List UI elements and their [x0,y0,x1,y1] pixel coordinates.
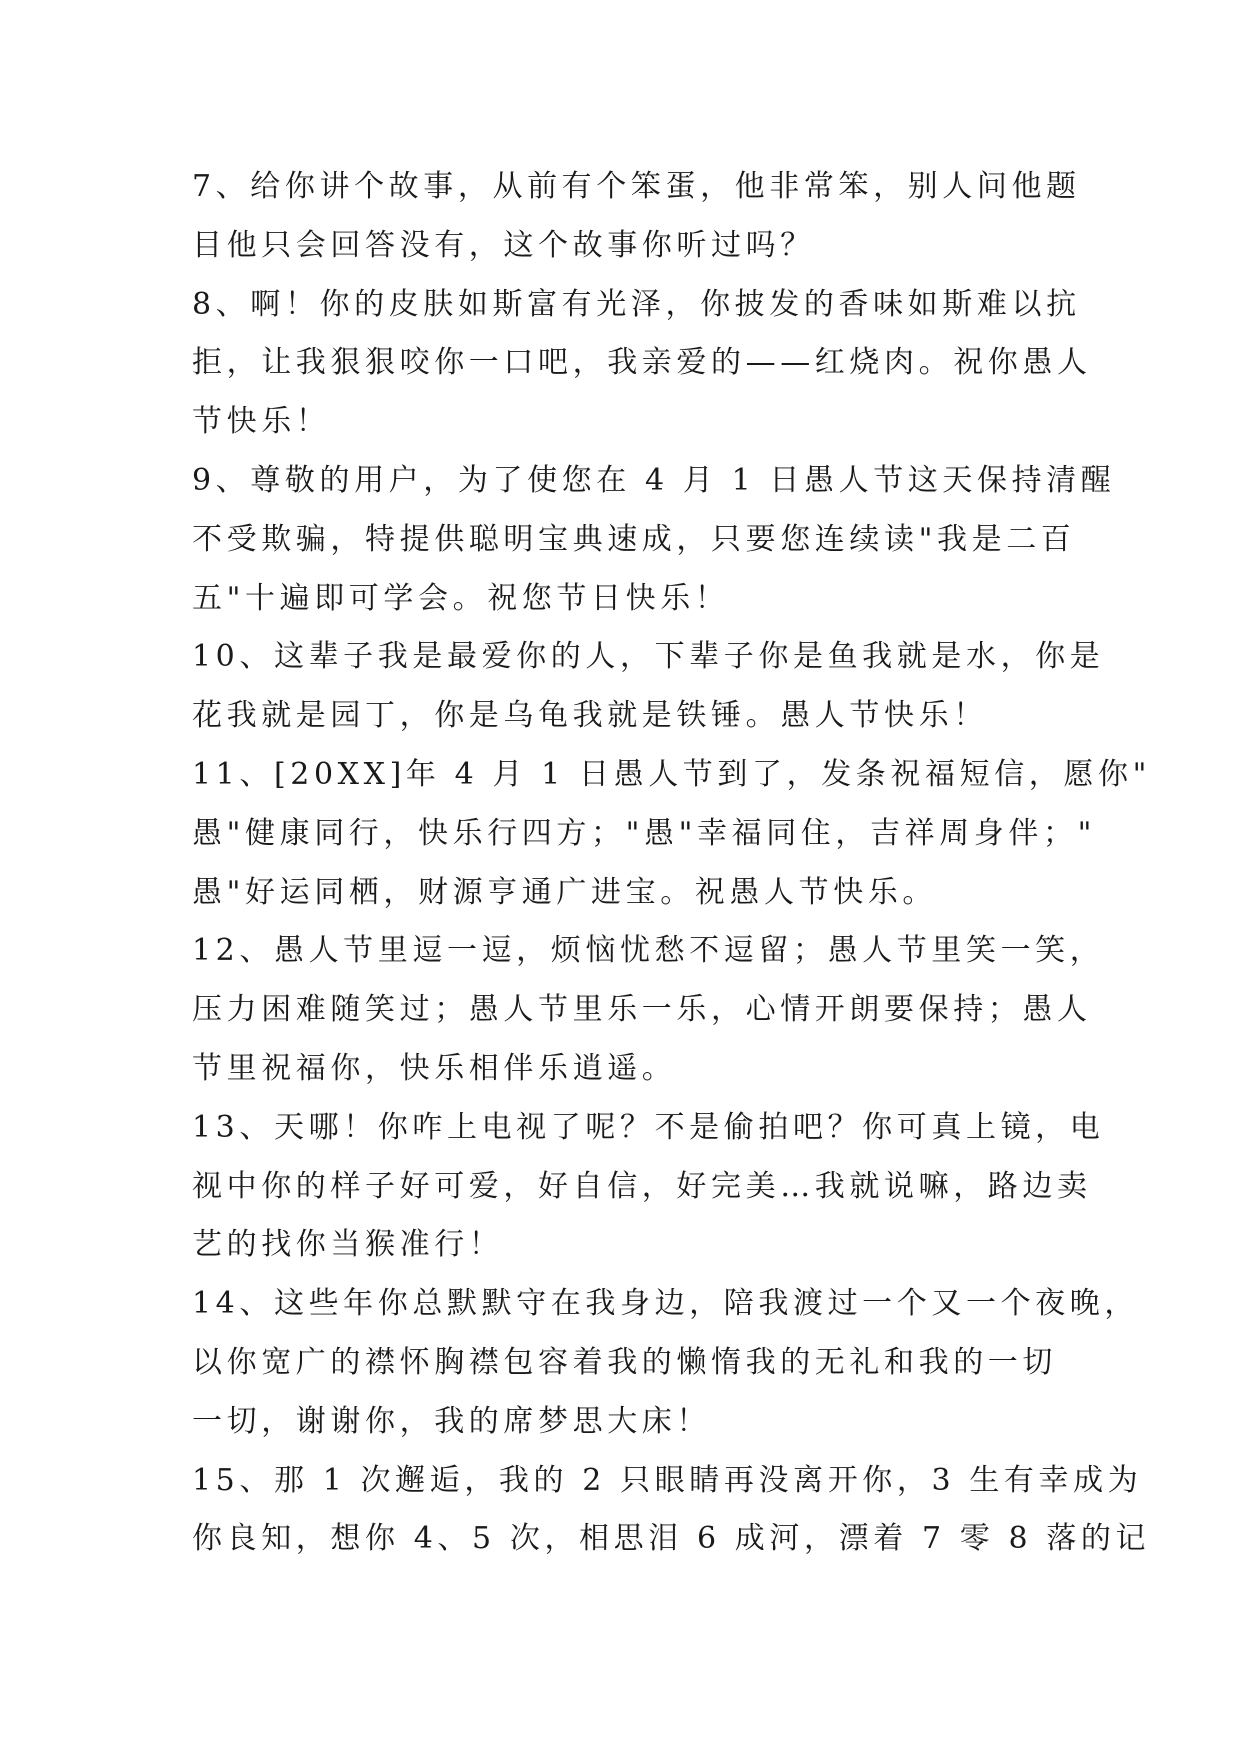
text-line: 你良知，想你 4、5 次，相思泪 6 成河，漂着 7 零 8 落的记 [192,1521,1151,1557]
text-line: 13、天哪！你咋上电视了呢？不是偷拍吧？你可真上镜，电 [192,1109,1105,1145]
text-line: 10、这辈子我是最爱你的人，下辈子你是鱼我就是水，你是 [192,639,1105,675]
text-line: 目他只会回答没有，这个故事你听过吗？ [192,227,815,263]
text-line: 11、[20XX]年 4 月 1 日愚人节到了，发条祝福短信，愿你" [192,756,1151,792]
text-line: 不受欺骗，特提供聪明宝典速成，只要您连续读"我是二百 [192,521,1076,557]
text-line: 五"十遍即可学会。祝您节日快乐！ [192,580,730,616]
text-line: 花我就是园丁，你是乌龟我就是铁锤。愚人节快乐！ [192,698,988,734]
text-line: 一切，谢谢你，我的席梦思大床！ [192,1403,711,1439]
text-line: 愚"健康同行，快乐行四方；"愚"幸福同住，吉祥周身伴；" [192,815,1096,851]
text-line: 15、那 1 次邂逅，我的 2 只眼睛再没离开你，3 生有幸成为 [192,1462,1143,1498]
text-line: 9、尊敬的用户，为了使您在 4 月 1 日愚人节这天保持清醒 [192,462,1116,498]
text-line: 7、给你讲个故事，从前有个笨蛋，他非常笨，别人问他题 [192,169,1081,204]
document-body [192,158,1151,1569]
text-line: 拒，让我狠狠咬你一口吧，我亲爱的——红烧肉。祝你愚人 [192,345,1092,381]
text-line: 8、啊！你的皮肤如斯富有光泽，你披发的香味如斯难以抗 [192,286,1081,322]
text-line: 愚"好运同栖，财源亨通广进宝。祝愚人节快乐。 [192,874,937,910]
text-line: 14、这些年你总默默守在我身边，陪我渡过一个又一个夜晚， [192,1286,1139,1322]
text-line: 艺的找你当猴准行！ [192,1227,504,1263]
text-line: 12、愚人节里逗一逗，烦恼忧愁不逗留；愚人节里笑一笑， [192,933,1105,969]
text-line: 以你宽广的襟怀胸襟包容着我的懒惰我的无礼和我的一切 [192,1344,1057,1380]
text-line: 视中你的样子好可爱，好自信，好完美…我就说嘛，路边卖 [192,1168,1092,1204]
text-line: 压力困难随笑过；愚人节里乐一乐，心情开朗要保持；愚人 [192,992,1092,1028]
text-line: 节快乐！ [192,404,331,440]
text-line: 节里祝福你，快乐相伴乐逍遥。 [192,1050,677,1086]
